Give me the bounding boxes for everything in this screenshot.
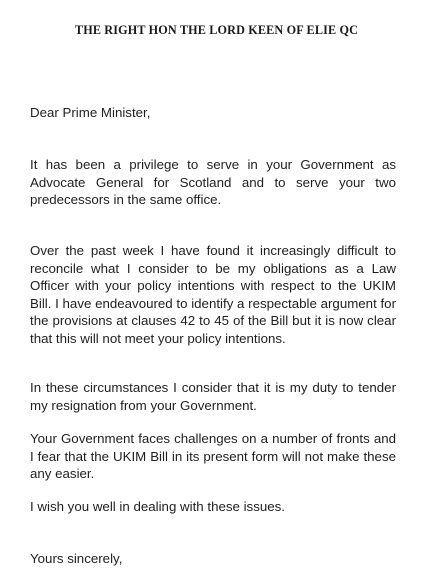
paragraph-ukim-bill-concerns: Over the past week I have found it increasingly difficult to reconcile what I consider to be my obligations as a Law Officer with your policy intentions with respect to the UKIM Bill. I have endeavoured to identify a respectable argument for the provisions at clauses 42 to 45 of the Bill but it is now clear that this will not meet your policy intentions. (30, 243, 396, 346)
paragraph-challenges: Your Government faces challenges on a number of fronts and I fear that the UKIM Bill in its present form will not make these any easier. (30, 431, 396, 482)
paragraph-well-wishes: I wish you well in dealing with these issues. (30, 499, 285, 514)
paragraph-resignation: In these circumstances I consider that it is my duty to tender my resignation from your Government. (30, 380, 396, 413)
salutation: Dear Prime Minister, (30, 105, 151, 120)
letterhead: THE RIGHT HON THE LORD KEEN OF ELIE QC (74, 23, 359, 37)
closing: Yours sincerely, (30, 551, 123, 566)
paragraph-privilege: It has been a privilege to serve in your Government as Advocate General for Scotland and to serve your two predecessors in the same office. (30, 157, 396, 208)
